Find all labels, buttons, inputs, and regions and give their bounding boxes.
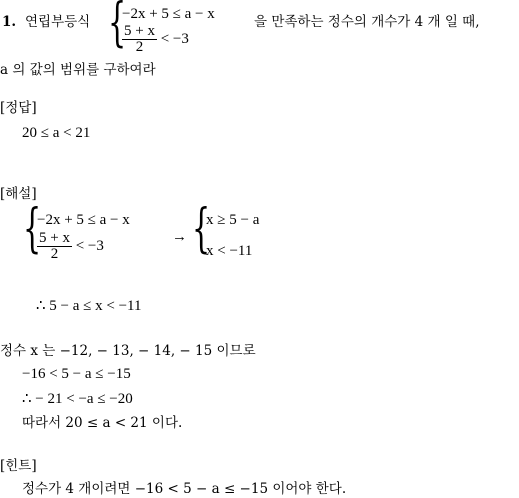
step1: −16 < 5 − a ≤ −15	[22, 366, 131, 382]
solution-system-line1: −2x + 5 ≤ a − x	[37, 212, 130, 228]
hint-text: 정수가 4 개이려면 −16 < 5 − a ≤ −15 이어야 한다.	[22, 481, 347, 497]
answer-header: [정답]	[0, 100, 37, 116]
solution-header: [해설]	[0, 186, 37, 202]
problem-lead: 연립부등식	[25, 14, 91, 30]
therefore-range: ∴ 5 − a ≤ x < −11	[36, 298, 142, 314]
step3-conclusion: 따라서 20 ≤ a < 21 이다.	[22, 415, 183, 431]
problem-system-line1: −2x + 5 ≤ a − x	[122, 6, 215, 22]
problem-fraction-denominator: 2	[135, 39, 144, 55]
answer-value: 20 ≤ a < 21	[22, 125, 91, 141]
hint-header: [힌트]	[0, 458, 37, 474]
problem-number: 1.	[2, 14, 17, 30]
solution-system-brace: {	[23, 199, 42, 259]
implies-arrow: →	[172, 229, 187, 245]
problem-condition: 을 만족하는 정수의 개수가 4 개 일 때,	[254, 14, 480, 30]
integer-values: 정수 x 는 −12, − 13, − 14, − 15 이므로	[0, 343, 256, 359]
problem-system-brace: {	[108, 0, 127, 53]
solution-system-line2-rest: < −3	[75, 237, 104, 254]
problem-system-line2-rest: < −3	[160, 30, 189, 47]
solution-system-line2	[37, 231, 104, 262]
solution-fraction-denominator: 2	[50, 246, 59, 262]
result-line1: x ≥ 5 − a	[206, 212, 260, 228]
result-line2: x < −11	[206, 243, 253, 259]
result-system-brace: {	[192, 199, 211, 259]
problem-fraction-numerator: 5 + x	[124, 23, 155, 39]
solution-fraction-numerator: 5 + x	[39, 230, 70, 246]
problem-system-fraction	[122, 24, 157, 55]
solution-system-fraction	[37, 231, 72, 262]
problem-system-line2	[122, 24, 189, 55]
step2: ∴ − 21 < −a ≤ −20	[22, 391, 133, 407]
problem-line2: a 의 값의 범위를 구하여라	[0, 62, 156, 78]
